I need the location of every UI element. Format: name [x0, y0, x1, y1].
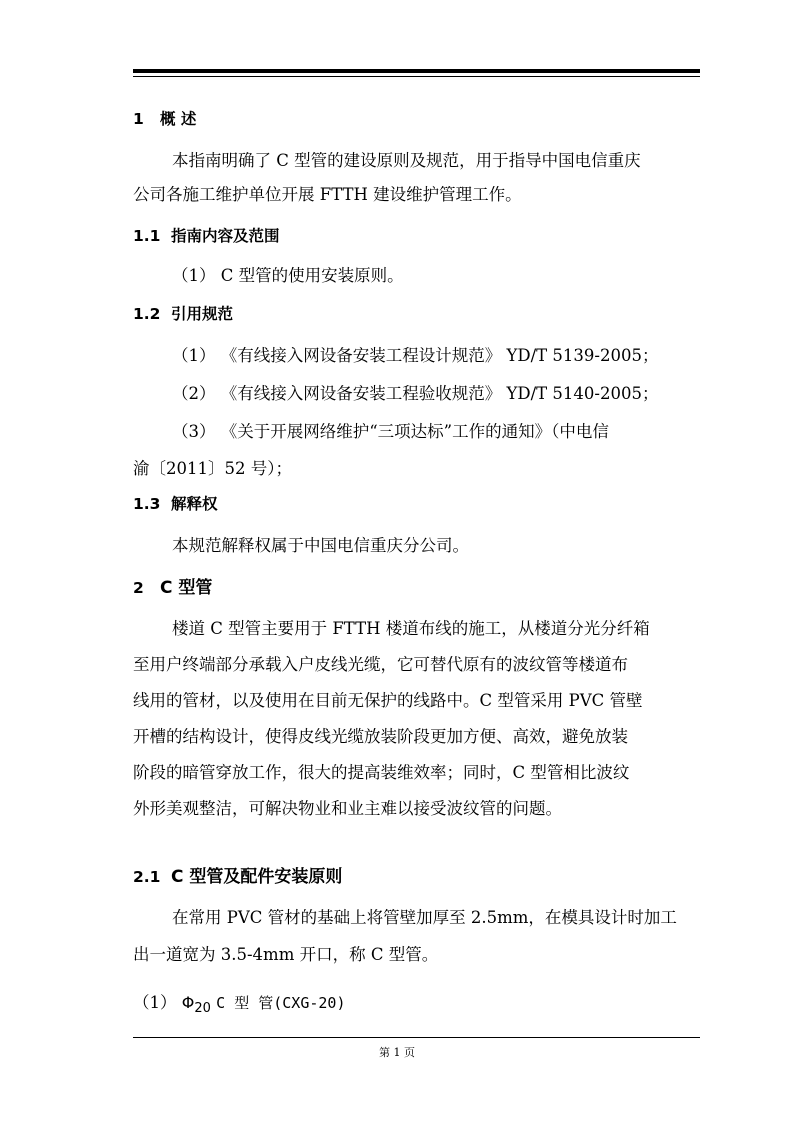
- section-1-3-heading: 1.3 解释权: [133, 495, 218, 513]
- header-rule-thin: [133, 76, 700, 77]
- section-2-para-line6: 外形美观整洁，可解决物业和业主难以接受波纹管的问题。: [133, 799, 562, 818]
- section-2-para-line5: 阶段的暗管穿放工作，很大的提高装维效率；同时，C 型管相比波纹: [133, 763, 630, 782]
- section-1-para-line2: 公司各施工维护单位开展 FTTH 建设维护管理工作。: [133, 185, 522, 204]
- section-2-1-para-line1: 在常用 PVC 管材的基础上将管壁加厚至 2.5mm，在模具设计时加工: [172, 908, 677, 927]
- section-1-heading: 1 概 述: [133, 110, 197, 128]
- section-1-3-para: 本规范解释权属于中国电信重庆分公司。: [172, 536, 469, 555]
- section-2-heading: 2 C 型管: [133, 578, 213, 598]
- page-number: 第 1 页: [379, 1046, 415, 1059]
- section-2-para-line4: 开槽的结构设计，使得皮线光缆放装阶段更加方便、高效，避免放装: [133, 727, 628, 746]
- section-2-para-line1: 楼道 C 型管主要用于 FTTH 楼道布线的施工，从楼道分光分纤箱: [172, 619, 650, 638]
- reference-item-2: （2） 《有线接入网设备安装工程验收规范》 YD/T 5140-2005；: [172, 384, 659, 403]
- section-1-para-line1: 本指南明确了 C 型管的建设原则及规范，用于指导中国电信重庆: [172, 151, 641, 170]
- section-2-para-line3: 线用的管材，以及使用在目前无保护的线路中。C 型管采用 PVC 管壁: [133, 691, 643, 710]
- section-1-2-heading: 1.2 引用规范: [133, 305, 234, 323]
- header-rule: [133, 69, 700, 73]
- section-2-1-heading: 2.1 C 型管及配件安装原则: [133, 867, 343, 887]
- footer-rule: [133, 1037, 700, 1038]
- section-2-1-item: （1） $\Phi_{20}$ C 型 管(CXG-20): [133, 993, 346, 1017]
- section-2-para-line2: 至用户终端部分承载入户皮线光缆，它可替代原有的波纹管等楼道布: [133, 655, 628, 674]
- reference-item-3: （3） 《关于开展网络维护“三项达标”工作的通知》（中电信: [172, 422, 609, 441]
- section-1-1-item: （1） C 型管的使用安装原则。: [172, 266, 404, 285]
- reference-item-1: （1） 《有线接入网设备安装工程设计规范》 YD/T 5139-2005；: [172, 346, 659, 365]
- reference-item-3-cont: 渝〔2011〕52 号）；: [133, 459, 292, 478]
- section-1-1-heading: 1.1 指南内容及范围: [133, 227, 280, 245]
- phi-symbol: $\Phi_{20}$: [181, 993, 211, 1017]
- section-2-1-para-line2: 出一道宽为 3.5-4mm 开口，称 C 型管。: [133, 945, 439, 964]
